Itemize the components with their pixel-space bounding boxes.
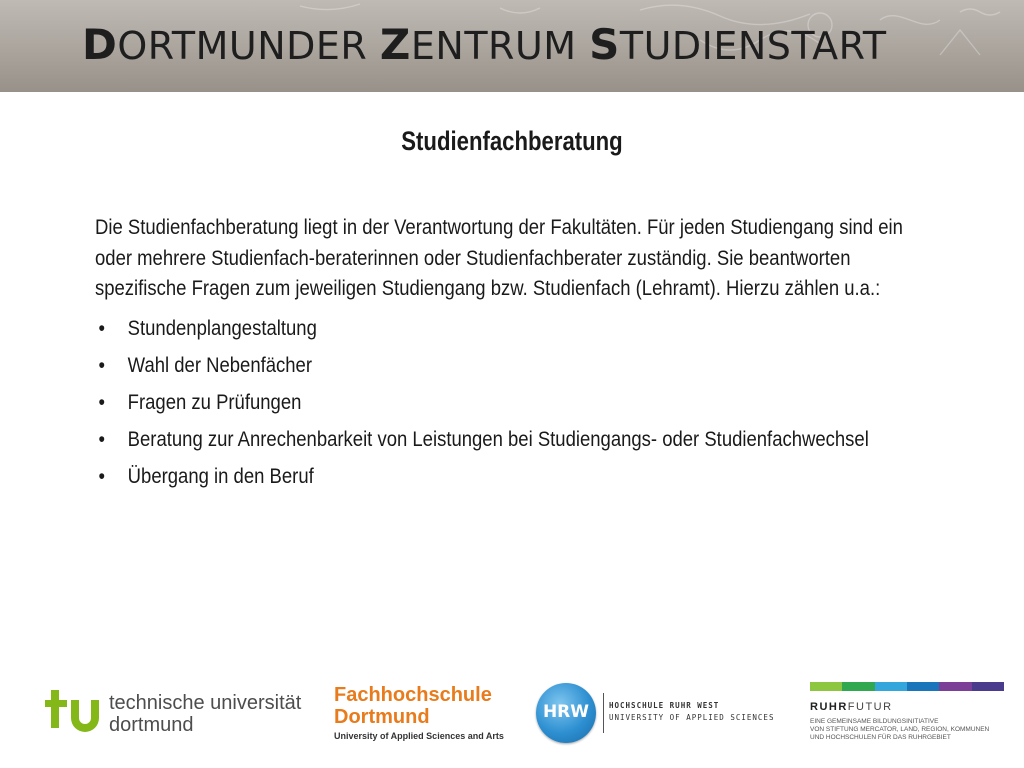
color-bar — [939, 682, 971, 691]
list-item: • Fragen zu Prüfungen — [95, 384, 921, 421]
hrw-badge-icon: HRW — [536, 683, 596, 743]
tu-logo-text: technische universität dortmund — [109, 692, 302, 736]
header-banner — [0, 0, 1024, 92]
bullet-icon: • — [98, 463, 105, 488]
intro-line: spezifische Fragen zum jeweiligen Studiengang bzw. Studienfach (Lehramt). Hierzu zählen u.a.: — [95, 276, 881, 300]
intro-line: oder mehrere Studienfach-beraterinnen oder Studienfachberater zuständig. Sie beantworten — [95, 245, 851, 270]
list-item: • Wahl der Nebenfächer — [95, 347, 921, 384]
intro-line: Die Studienfachberatung liegt in der Verantwortung der Fakultäten. Für jeden Studiengang sind ein — [95, 215, 903, 239]
tu-dortmund-logo — [45, 688, 305, 736]
hrw-logo — [536, 683, 796, 743]
color-bar — [842, 682, 874, 691]
list-item: • Stundenplangestaltung — [95, 310, 921, 347]
ruhrfutur-name: RUHRFUTUR — [810, 701, 893, 713]
color-bar — [907, 682, 939, 691]
slide-content — [95, 212, 921, 495]
slide-title: Studienfachberatung — [401, 126, 623, 156]
bullet-icon: • — [98, 352, 105, 377]
divider — [603, 693, 604, 733]
header-title: DORTMUNDER ZENTRUM STUDIENSTART — [82, 20, 887, 69]
list-item: • Übergang in den Beruf — [95, 458, 921, 495]
intro-paragraph — [95, 212, 921, 304]
ruhrfutur-color-bars — [810, 682, 1004, 691]
fh-dortmund-logo: Fachhochschule Dortmund University of Applied Sciences and Arts — [334, 684, 504, 741]
ruhrfutur-logo — [810, 682, 1010, 746]
topic-list — [95, 310, 921, 495]
color-bar — [972, 682, 1004, 691]
hrw-logo-text: HOCHSCHULE RUHR WEST UNIVERSITY OF APPLIED SCIENCES — [609, 701, 775, 722]
list-item: • Beratung zur Anrechenbarkeit von Leistungen bei Studiengangs- oder Studienfachwechsel — [95, 421, 921, 458]
ruhrfutur-description: EINE GEMEINSAME BILDUNGSINITIATIVE VON STIFTUNG MERCATOR, LAND, REGION, KOMMUNEN UND HOCHSCHULEN FÜR DAS RUHRGEBIET — [810, 718, 990, 741]
color-bar — [810, 682, 842, 691]
color-bar — [875, 682, 907, 691]
bullet-icon: • — [98, 426, 105, 451]
bullet-icon: • — [98, 389, 105, 414]
bullet-icon: • — [98, 315, 105, 340]
tu-mark-icon — [45, 688, 103, 732]
